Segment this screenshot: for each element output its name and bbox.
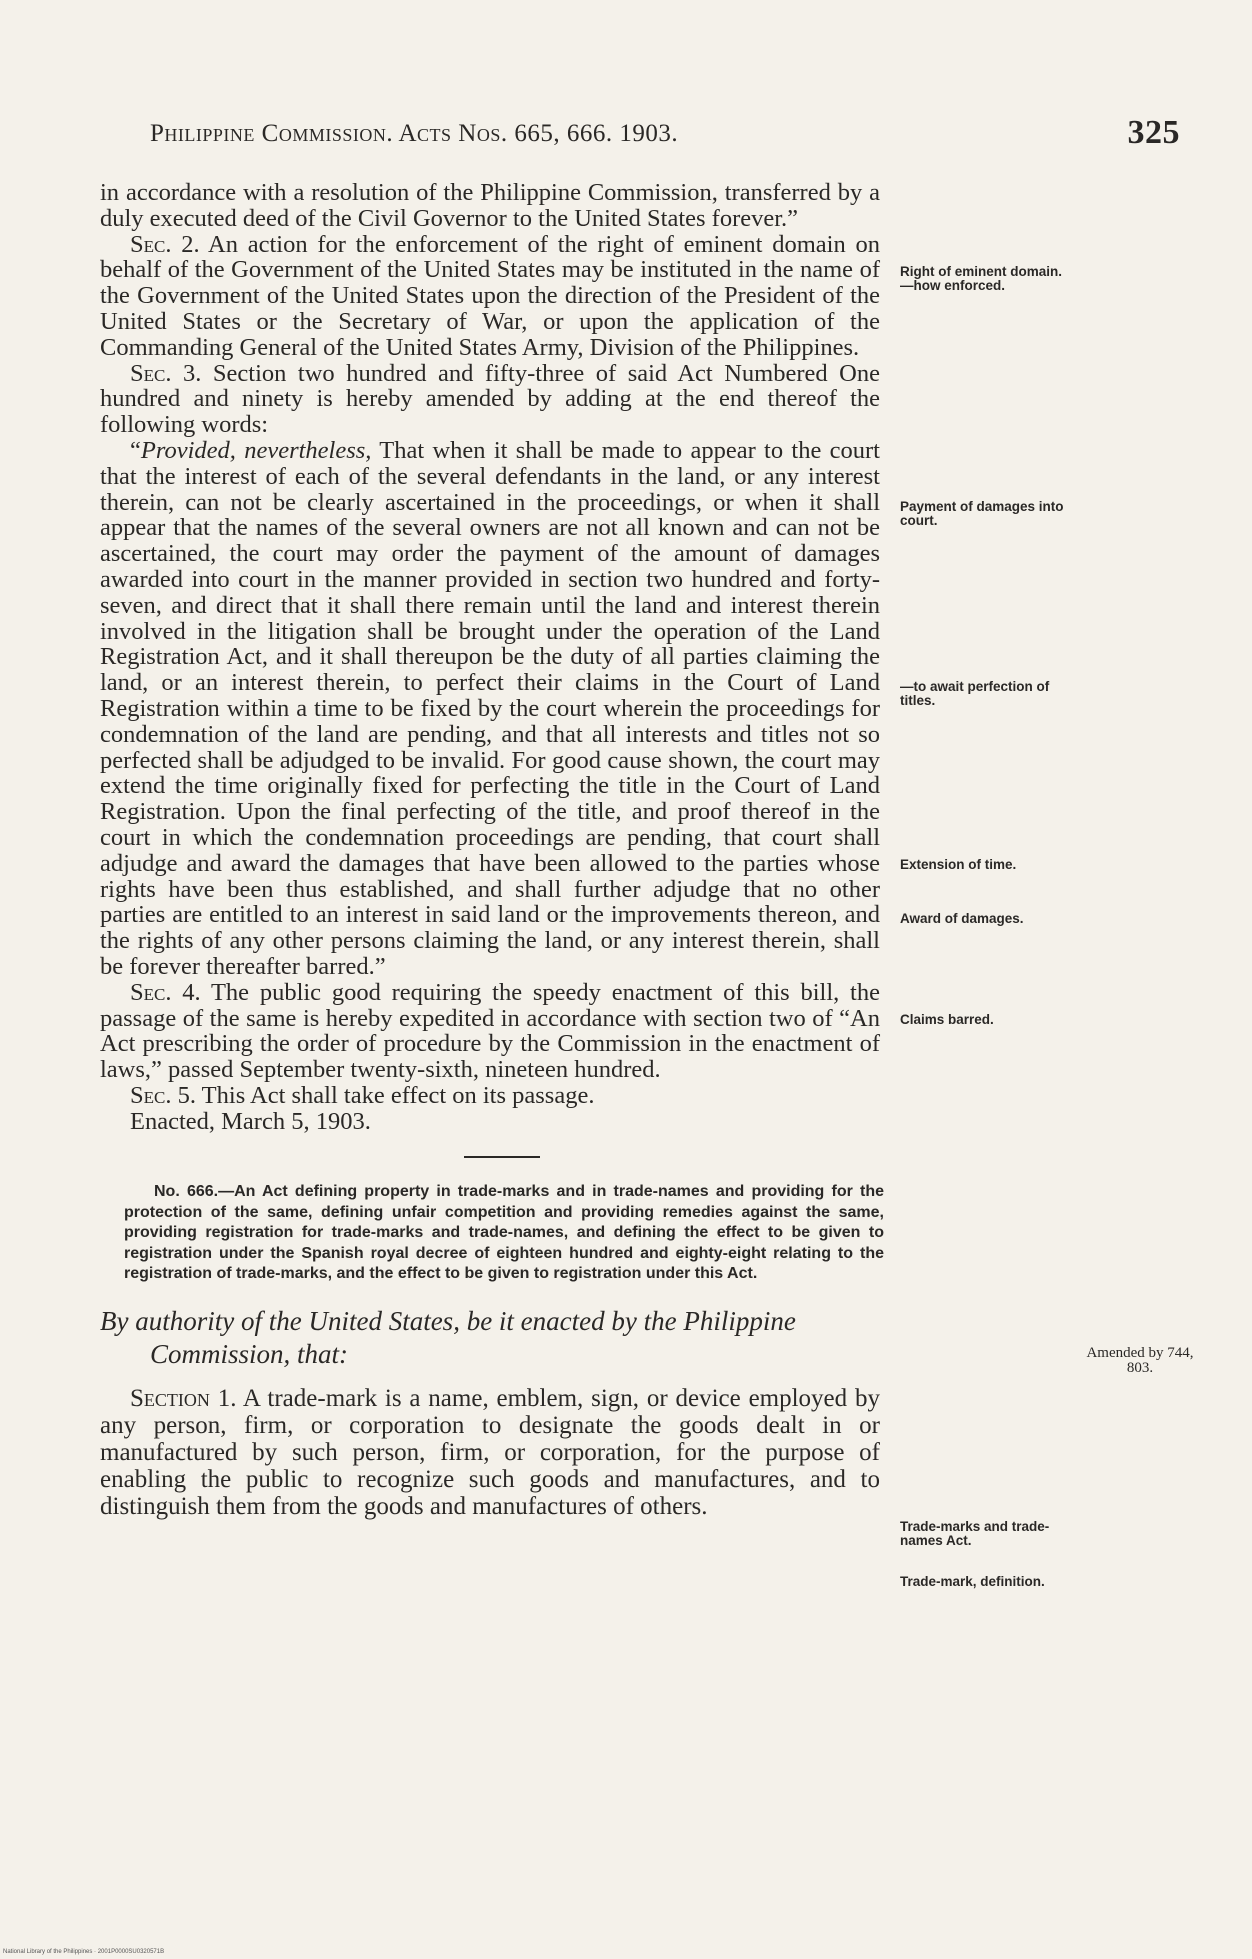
margin-note-payment: Payment of damages into court.	[900, 499, 1064, 528]
margin-note-text: —how enforced.	[900, 278, 1006, 293]
section-1	[100, 1385, 880, 1520]
margin-note-eminent-domain	[900, 265, 1080, 293]
section-label: Section 1.	[130, 1384, 237, 1412]
section-3	[100, 361, 880, 438]
section-text: An action for the enforcement of the right of eminent domain on behalf of the Government of the United States may be instituted in the name of the Government of the United States upon the direction of the President of the United States or the Secretary of War, or upon the application of the Commanding General of the United States Army, Division of the Philippines.	[100, 230, 880, 361]
page-header	[150, 114, 1180, 151]
section-text: This Act shall take effect on its passage.	[195, 1081, 595, 1109]
section-text: The public good requiring the speedy enactment of this bill, the passage of the same is hereby expedited in accordance with section two of “An Act prescribing the order of procedure by the Commission in the enactment of laws,” passed September twenty-sixth, nineteen hundred.	[100, 978, 880, 1084]
proviso	[100, 438, 880, 980]
page-number: 325	[1127, 114, 1180, 151]
proviso-italic: Provided, nevertheless,	[140, 436, 372, 464]
enacting-clause-line-1: By authority of the United States, be it enacted by the Philippine	[100, 1305, 796, 1336]
paragraph-continuation: in accordance with a resolution of the Philippine Commission, transferred by a duly executed deed of the Civil Governor to the United States forever.”	[100, 179, 880, 232]
section-label: Sec. 4.	[130, 978, 201, 1006]
enacting-clause	[100, 1305, 880, 1371]
scan-footer: National Library of the Philippines · 2001P0000SU0320571B	[3, 1949, 165, 1955]
section-5	[100, 1083, 880, 1109]
section-label: Sec. 2.	[130, 230, 200, 258]
margin-note-await: —to await perfection of titles.	[900, 679, 1050, 708]
section-text: Section two hundred and fifty-three of said Act Numbered One hundred and ninety is hereby amended by adding at the end thereof the following words:	[100, 359, 880, 439]
section-label: Sec. 3.	[130, 359, 202, 387]
margin-note-extension: Extension of time.	[900, 857, 1017, 872]
section-divider	[464, 1156, 540, 1158]
enacted-date: Enacted, March 5, 1903.	[130, 1107, 371, 1135]
margin-note-amended: Amended by 744, 803.	[1086, 1345, 1194, 1376]
margin-note-text: Right of eminent domain.	[900, 264, 1062, 279]
proviso-text: That when it shall be made to appear to the court that the interest of each of the several defendants in the land, or any interest therein, can not be clearly ascertained in the proceedings, or when it shall appear that the names of the several owners are not all known and can not be ascertained, the court may order the payment of the amount of damages awarded into court in the manner provided in section two hundred and forty-seven, and direct that it shall there remain until the land and interest therein involved in the litigation shall be brought under the operation of the Land Registration Act, and it shall thereupon be the duty of all parties claiming the land, or an interest therein, to perfect their claims in the Court of Land Registration within a time to be fixed by the court wherein the proceedings for condemnation of the land are pending, and that all interests and titles not so perfected shall be adjudged to be invalid. For good cause shown, the court may extend the time originally fixed for perfecting the title in the Court of Land Registration. Upon the final perfecting of the title, and proof thereof in the court in which the condemnation proceedings are pending, that court shall adjudge and award the damages that have been allowed to the parties whose rights have been thus established, and shall further adjudge that no other parties are entitled to an interest in said land or the improvements thereon, and the rights of any other persons claiming the land, or any interest therein, shall be forever thereafter barred.”	[100, 436, 880, 980]
section-text: A trade-mark is a name, emblem, sign, or device employed by any person, firm, or corporation to designate the goods dealt in or manufactured by such person, firm, or corporation, for the purpose of enabling the public to recognize such goods and manufactures, and to distinguish them from the goods and manufactures of others.	[100, 1384, 880, 1520]
act-666-title: No. 666.—An Act defining property in trade-marks and in trade-names and providing for the protection of the same, defining unfair competition and providing remedies against the same, providing registration for trade-marks and trade-names, and defining the effect to be given to registration under the Spanish royal decree of eighteen hundred and eighty-eight relating to the registration of trade-marks, and the effect to be given to registration under this Act.	[124, 1183, 884, 1283]
section-4	[100, 980, 880, 1083]
margin-note-claims: Claims barred.	[900, 1012, 994, 1027]
running-head: Philippine Commission. Acts Nos. 665, 666. 1903.	[150, 120, 679, 147]
margin-note-award: Award of damages.	[900, 911, 1024, 926]
section-label: Sec. 5.	[130, 1081, 196, 1109]
section-2	[100, 232, 880, 361]
enacting-clause-line-2: Commission, that:	[150, 1338, 349, 1369]
margin-note-definition: Trade-mark, definition.	[900, 1574, 1045, 1589]
margin-note-trade-marks-act: Trade-marks and trade-names Act.	[900, 1519, 1050, 1548]
quote-mark: “	[130, 436, 141, 464]
body-text	[100, 179, 884, 1520]
